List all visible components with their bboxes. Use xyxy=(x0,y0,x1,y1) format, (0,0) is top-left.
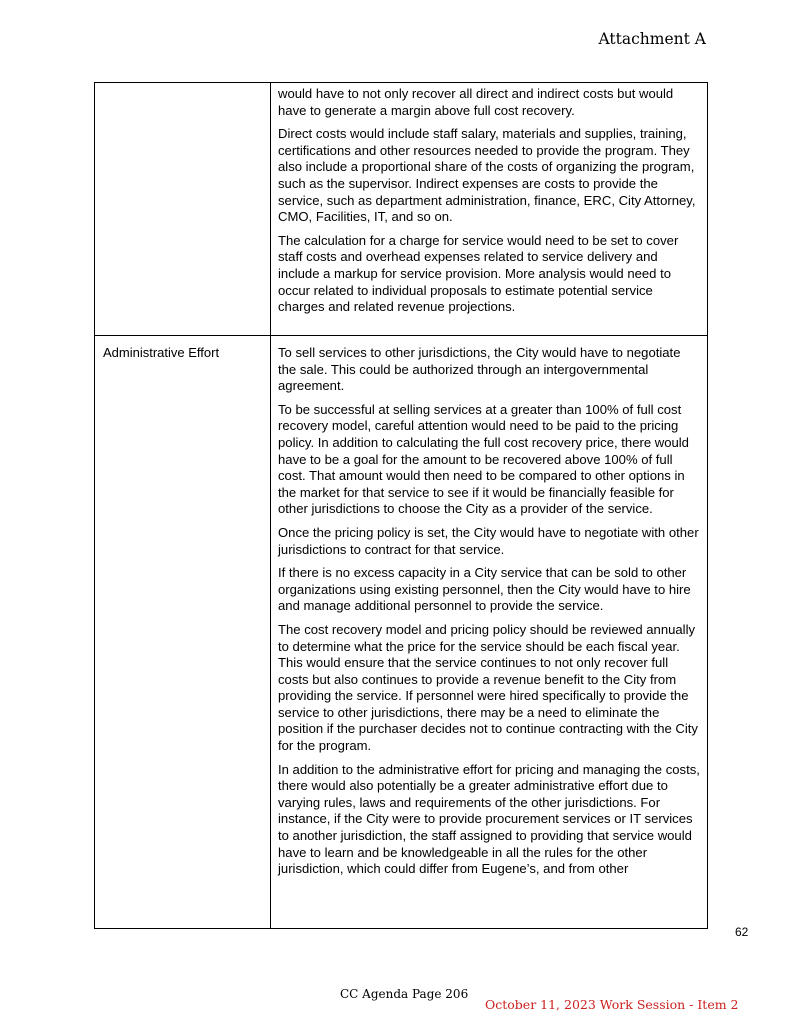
paragraph: would have to not only recover all direct and indirect costs but would have to generate a margin above full cost recovery. xyxy=(278,86,674,118)
paragraph: Once the pricing policy is set, the City would have to negotiate with other jurisdictions to contract for that service. xyxy=(278,524,699,557)
agenda-page-footer: CC Agenda Page 206 xyxy=(340,987,469,1001)
paragraph: In addition to the administrative effort for pricing and managing the costs, there would also potentially be a greater administrative effort due to varying rules, laws and requirements of the other jurisdictions. For instance, if the City were to provide procurement services or IT services to another jurisdiction, the staff assigned to providing that service would have to learn and be knowledgeable in all the rules for the other jurisdiction, which could differ from Eugene’s, and from other xyxy=(278,761,700,877)
row-content xyxy=(278,345,702,885)
attachment-label: Attachment A xyxy=(598,30,706,48)
column-divider xyxy=(270,335,271,928)
table-row-cost-recovery xyxy=(95,83,707,336)
work-session-stamp: October 11, 2023 Work Session - Item 2 xyxy=(485,997,739,1012)
column-divider xyxy=(270,83,271,335)
row-label: Administrative Effort xyxy=(103,345,220,360)
paragraph: To be successful at selling services at a greater than 100% of full cost recovery model, careful attention would need to be paid to the pricing policy. In addition to calculating the full cost recovery price, there would have to be a goal for the amount to be recovered above 100% of full cost. That amount would then need to be compared to other options in the market for that service to see if it would be financially feasible for other jurisdictions to choose the City as a provider of the service. xyxy=(278,401,689,517)
paragraph: If there is no excess capacity in a City service that can be sold to other organizations using existing personnel, then the City would have to hire and manage additional personnel to provide the service. xyxy=(278,565,691,614)
table-row-administrative-effort xyxy=(95,335,707,928)
paragraph: Direct costs would include staff salary, materials and supplies, training, certifications and other resources needed to provide the program. They also include a proportional share of the costs of organizing the program, such as the supervisor. Indirect expenses are costs to provide the service, such as department administration, finance, ERC, City Attorney, CMO, Facilities, IT, and so on. xyxy=(278,126,696,225)
paragraph: The calculation for a charge for service would need to be set to cover staff costs and overhead expenses related to service delivery and include a markup for service provision. More analysis would need to occur related to individual proposals to estimate potential service charges and related revenue projections. xyxy=(278,232,679,315)
row-content xyxy=(278,86,702,323)
paragraph: The cost recovery model and pricing policy should be reviewed annually to determine what the price for the service should be each fiscal year. This would ensure that the service continues to not only recover full costs but also continues to provide a revenue benefit to the City from providing the service. If personnel were hired specifically to provide the service to other jurisdictions, there may be a need to eliminate the position if the purchaser decides not to continue contracting with the City for the program. xyxy=(278,621,698,754)
page-number: 62 xyxy=(735,925,749,939)
paragraph: To sell services to other jurisdictions, the City would have to negotiate the sale. This could be authorized through an intergovernmental agreement. xyxy=(278,345,681,394)
document-table xyxy=(94,82,708,929)
